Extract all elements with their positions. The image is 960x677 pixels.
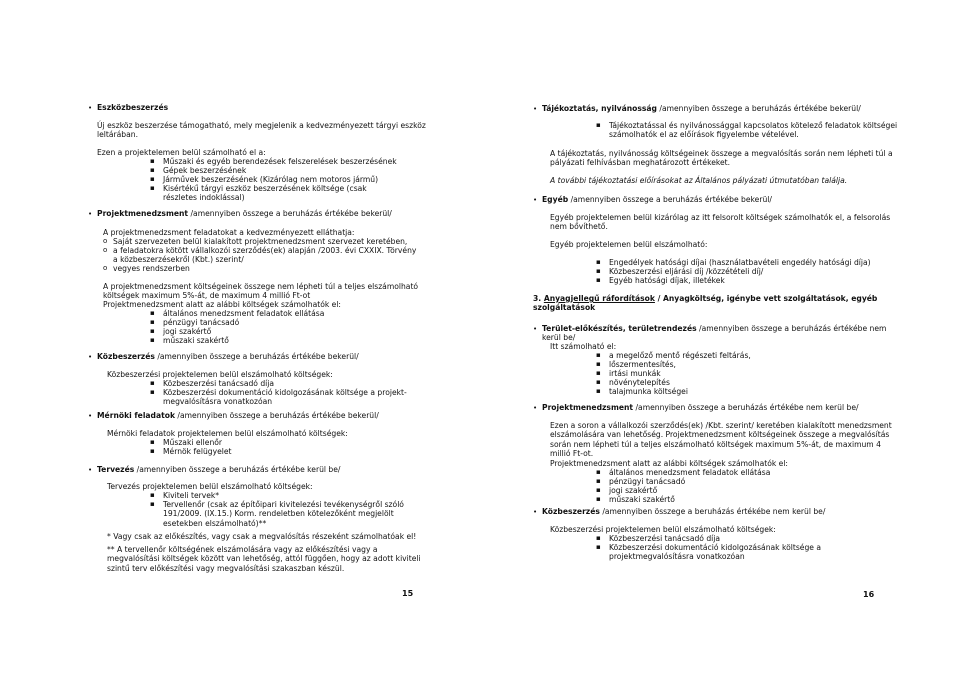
bullet-dot: • <box>88 210 93 218</box>
paragraph: Tervezés projektelemen belül elszámolható költségek: <box>107 482 313 491</box>
bullet-dot: • <box>88 104 93 112</box>
bullet-square: ▪ <box>596 468 601 476</box>
bullet-square: ▪ <box>596 543 601 551</box>
page-number: 16 <box>863 590 875 599</box>
section-heading-tajekoztatas: Tájékoztatás, nyilvánosság /amennyiben összege a beruházás értékébe bekerül/ <box>542 104 861 113</box>
list-item: Műszaki és egyéb berendezések felszerelések beszerzésének <box>163 157 397 166</box>
section-heading-mernoki: Mérnöki feladatok /amennyiben összege a beruházás értékébe bekerül/ <box>97 411 379 420</box>
bullet-circle: o <box>103 264 108 272</box>
list-item: általános menedzsment feladatok ellátása <box>609 468 771 477</box>
list-item: műszaki szakértő <box>609 495 675 504</box>
paragraph: Közbeszerzési projektelemen belül elszámolható költségek: <box>550 525 776 534</box>
bullet-square: ▪ <box>150 447 155 455</box>
bullet-square: ▪ <box>596 360 601 368</box>
list-item: Tájékoztatással és nyilvánossággal kapcsolatos kötelező feladatok költségei számolhatók el az előírások figyelembe vételével. <box>609 121 898 140</box>
list-item: Mérnök felügyelet <box>163 447 232 456</box>
paragraph: A projektmenedzsment költségeinek összege nem lépheti túl a teljes elszámolható költségek maximum 5%-át, de maximum 4 millió Ft-ot <box>103 282 419 301</box>
bullet-square: ▪ <box>596 495 601 503</box>
left-page <box>0 0 478 677</box>
list-item: jogi szakértő <box>609 486 658 495</box>
list-item: Közbeszerzési dokumentáció kidolgozásának költsége a projekt-megvalósításra vonatkozóan <box>163 388 407 407</box>
list-item: a megelőző mentő régészeti feltárás, <box>609 351 751 360</box>
section-heading-tervezes: Tervezés /amennyiben összege a beruházás értékébe kerül be/ <box>97 465 341 474</box>
list-item: pénzügyi tanácsadó <box>163 318 240 327</box>
paragraph: Mérnöki feladatok projektelemen belül elszámolható költségek: <box>107 429 348 438</box>
bullet-square: ▪ <box>150 327 155 335</box>
bullet-square: ▪ <box>150 157 155 165</box>
list-item: Engedélyek hatósági díjai (használatbavételi engedély hatósági díja) <box>609 258 871 267</box>
bullet-square: ▪ <box>150 318 155 326</box>
paragraph: Ezen a soron a vállalkozói szerződés(ek) /Kbt. szerint/ keretében kialakított menedzsment elszámolására van lehetőség. Projektmenedzsment költségeinek összege a megvalósítás során nem lépheti túl a teljes elszámolható költségek maximum 5%-át, de maximum 4 millió Ft-ot. <box>550 421 892 459</box>
bullet-square: ▪ <box>150 309 155 317</box>
list-item: talajmunka költségei <box>609 387 688 396</box>
section-heading-kozbeszerzes: Közbeszerzés /amennyiben összege a beruházás értékébe nem kerül be/ <box>542 507 826 516</box>
bullet-square: ▪ <box>596 378 601 386</box>
right-page <box>482 0 960 677</box>
bullet-square: ▪ <box>596 276 601 284</box>
bullet-dot: • <box>533 404 538 412</box>
section-heading-kozbeszerzes: Közbeszerzés /amennyiben összege a beruházás értékébe bekerül/ <box>97 352 359 361</box>
section-heading-projektmenedzsment: Projektmenedzsment /amennyiben összege a beruházás értékébe bekerül/ <box>97 209 392 218</box>
bullet-dot: • <box>533 325 538 333</box>
paragraph: Közbeszerzési projektelemen belül elszámolható költségek: <box>107 370 333 379</box>
section-title-anyagjellegu: 3. Anyagjellegű ráfordítások / Anyagköltség, igénybe vett szolgáltatások, egyéb szolgáltatások <box>533 294 878 313</box>
paragraph: Ezen a projektelemen belül számolható el a: <box>97 148 266 157</box>
list-item: a feladatokra kötött vállalkozói szerződés(ek) alapján /2003. évi CXXIX. Törvény a közbeszerzésekről (Kbt.) szerint/ <box>113 246 417 265</box>
paragraph: A további tájékoztatási előírásokat az Általános pályázati útmutatóban találja. <box>550 176 848 185</box>
list-item: Saját szervezeten belül kialakított projektmenedzsment szervezet keretében, <box>113 237 408 246</box>
list-item: irtási munkák <box>609 369 661 378</box>
footnote: * Vagy csak az előkészítés, vagy csak a megvalósítás részeként számolhatóak el! <box>107 532 417 541</box>
list-item: növénytelepítés <box>609 378 670 387</box>
list-item: Tervellenőr (csak az építőipari kivitelezési tevékenységről szóló 191/2009. (IX.15.) Korm. rendeletben kötelezőként megjelölt esetekben elszámolható)** <box>163 500 404 528</box>
bullet-square: ▪ <box>596 387 601 395</box>
list-item: Közbeszerzési eljárási díj /közzétételi díj/ <box>609 267 764 276</box>
section-heading-egyeb: Egyéb /amennyiben összege a beruházás értékébe bekerül/ <box>542 195 772 204</box>
bullet-square: ▪ <box>150 491 155 499</box>
bullet-square: ▪ <box>150 438 155 446</box>
list-item: Műszaki ellenőr <box>163 438 223 447</box>
bullet-square: ▪ <box>596 534 601 542</box>
bullet-dot: • <box>533 196 538 204</box>
paragraph: Egyéb projektelemen belül kizárólag az itt felsorolt költségek számolhatók el, a felsorolás nem bővíthető. <box>550 213 891 232</box>
bullet-dot: • <box>88 353 93 361</box>
bullet-circle: o <box>103 246 108 254</box>
list-item: Kiviteli tervek* <box>163 491 220 500</box>
bullet-square: ▪ <box>596 258 601 266</box>
list-item: jogi szakértő <box>163 327 212 336</box>
bullet-square: ▪ <box>150 379 155 387</box>
bullet-square: ▪ <box>150 175 155 183</box>
section-heading-terulet: Terület-előkészítés, területrendezés /amennyiben összege a beruházás értékébe nem kerül be/ <box>542 324 887 343</box>
bullet-square: ▪ <box>150 388 155 396</box>
bullet-circle: o <box>103 237 108 245</box>
bullet-square: ▪ <box>596 121 601 129</box>
list-item: Közbeszerzési tanácsadó díja <box>163 379 275 388</box>
paragraph: Projektmenedzsment alatt az alábbi költségek számolhatók el: <box>550 459 788 468</box>
bullet-dot: • <box>533 508 538 516</box>
list-item: Kisértékű tárgyi eszköz beszerzésének költsége (csak részletes indoklással) <box>163 184 367 203</box>
bullet-square: ▪ <box>596 351 601 359</box>
bullet-square: ▪ <box>150 500 155 508</box>
paragraph: A tájékoztatás, nyilvánosság költségeinek összege a megvalósítás során nem lépheti túl a pályázati felhívásban meghatározott értékeket. <box>550 149 893 168</box>
paragraph: Projektmenedzsment alatt az alábbi költségek számolhatók el: <box>103 300 341 309</box>
bullet-square: ▪ <box>150 184 155 192</box>
list-item: Egyéb hatósági díjak, illetékek <box>609 276 725 285</box>
bullet-square: ▪ <box>596 369 601 377</box>
paragraph: Itt számolható el: <box>550 342 617 351</box>
bullet-dot: • <box>533 105 538 113</box>
bullet-dot: • <box>88 412 93 420</box>
section-heading-eszkozbeszerzes: Eszközbeszerzés <box>97 103 169 112</box>
list-item: Közbeszerzési dokumentáció kidolgozásának költsége a projektmegvalósításra vonatkozóan <box>609 543 822 562</box>
bullet-square: ▪ <box>596 267 601 275</box>
paragraph: Új eszköz beszerzése támogatható, mely megjelenik a kedvezményezett tárgyi eszköz leltárában. <box>97 121 426 140</box>
list-item: lőszermentesítés, <box>609 360 676 369</box>
paragraph: A projektmenedzsment feladatokat a kedvezményezett elláthatja: <box>103 228 355 237</box>
section-heading-projektmenedzsment: Projektmenedzsment /amennyiben összege a beruházás értékébe nem kerül be/ <box>542 403 859 412</box>
footnote: ** A tervellenőr költségének elszámolására vagy az előkészítési vagy a megvalósítási költségek között van lehetőség, attól függően, hogy az adott kiviteli szintű terv előkészítési vagy megvalósítási szakaszban készül. <box>107 545 421 573</box>
list-item: általános menedzsment feladatok ellátása <box>163 309 325 318</box>
list-item: műszaki szakértő <box>163 336 229 345</box>
bullet-square: ▪ <box>150 166 155 174</box>
bullet-dot: • <box>88 466 93 474</box>
list-item: pénzügyi tanácsadó <box>609 477 686 486</box>
list-item: Járművek beszerzésének (Kizárólag nem motoros jármű) <box>163 175 379 184</box>
bullet-square: ▪ <box>596 486 601 494</box>
list-item: Közbeszerzési tanácsadó díja <box>609 534 721 543</box>
paragraph: Egyéb projektelemen belül elszámolható: <box>550 240 708 249</box>
list-item: vegyes rendszerben <box>113 264 190 273</box>
list-item: Gépek beszerzésének <box>163 166 247 175</box>
page-number: 15 <box>402 589 414 598</box>
bullet-square: ▪ <box>596 477 601 485</box>
bullet-square: ▪ <box>150 336 155 344</box>
